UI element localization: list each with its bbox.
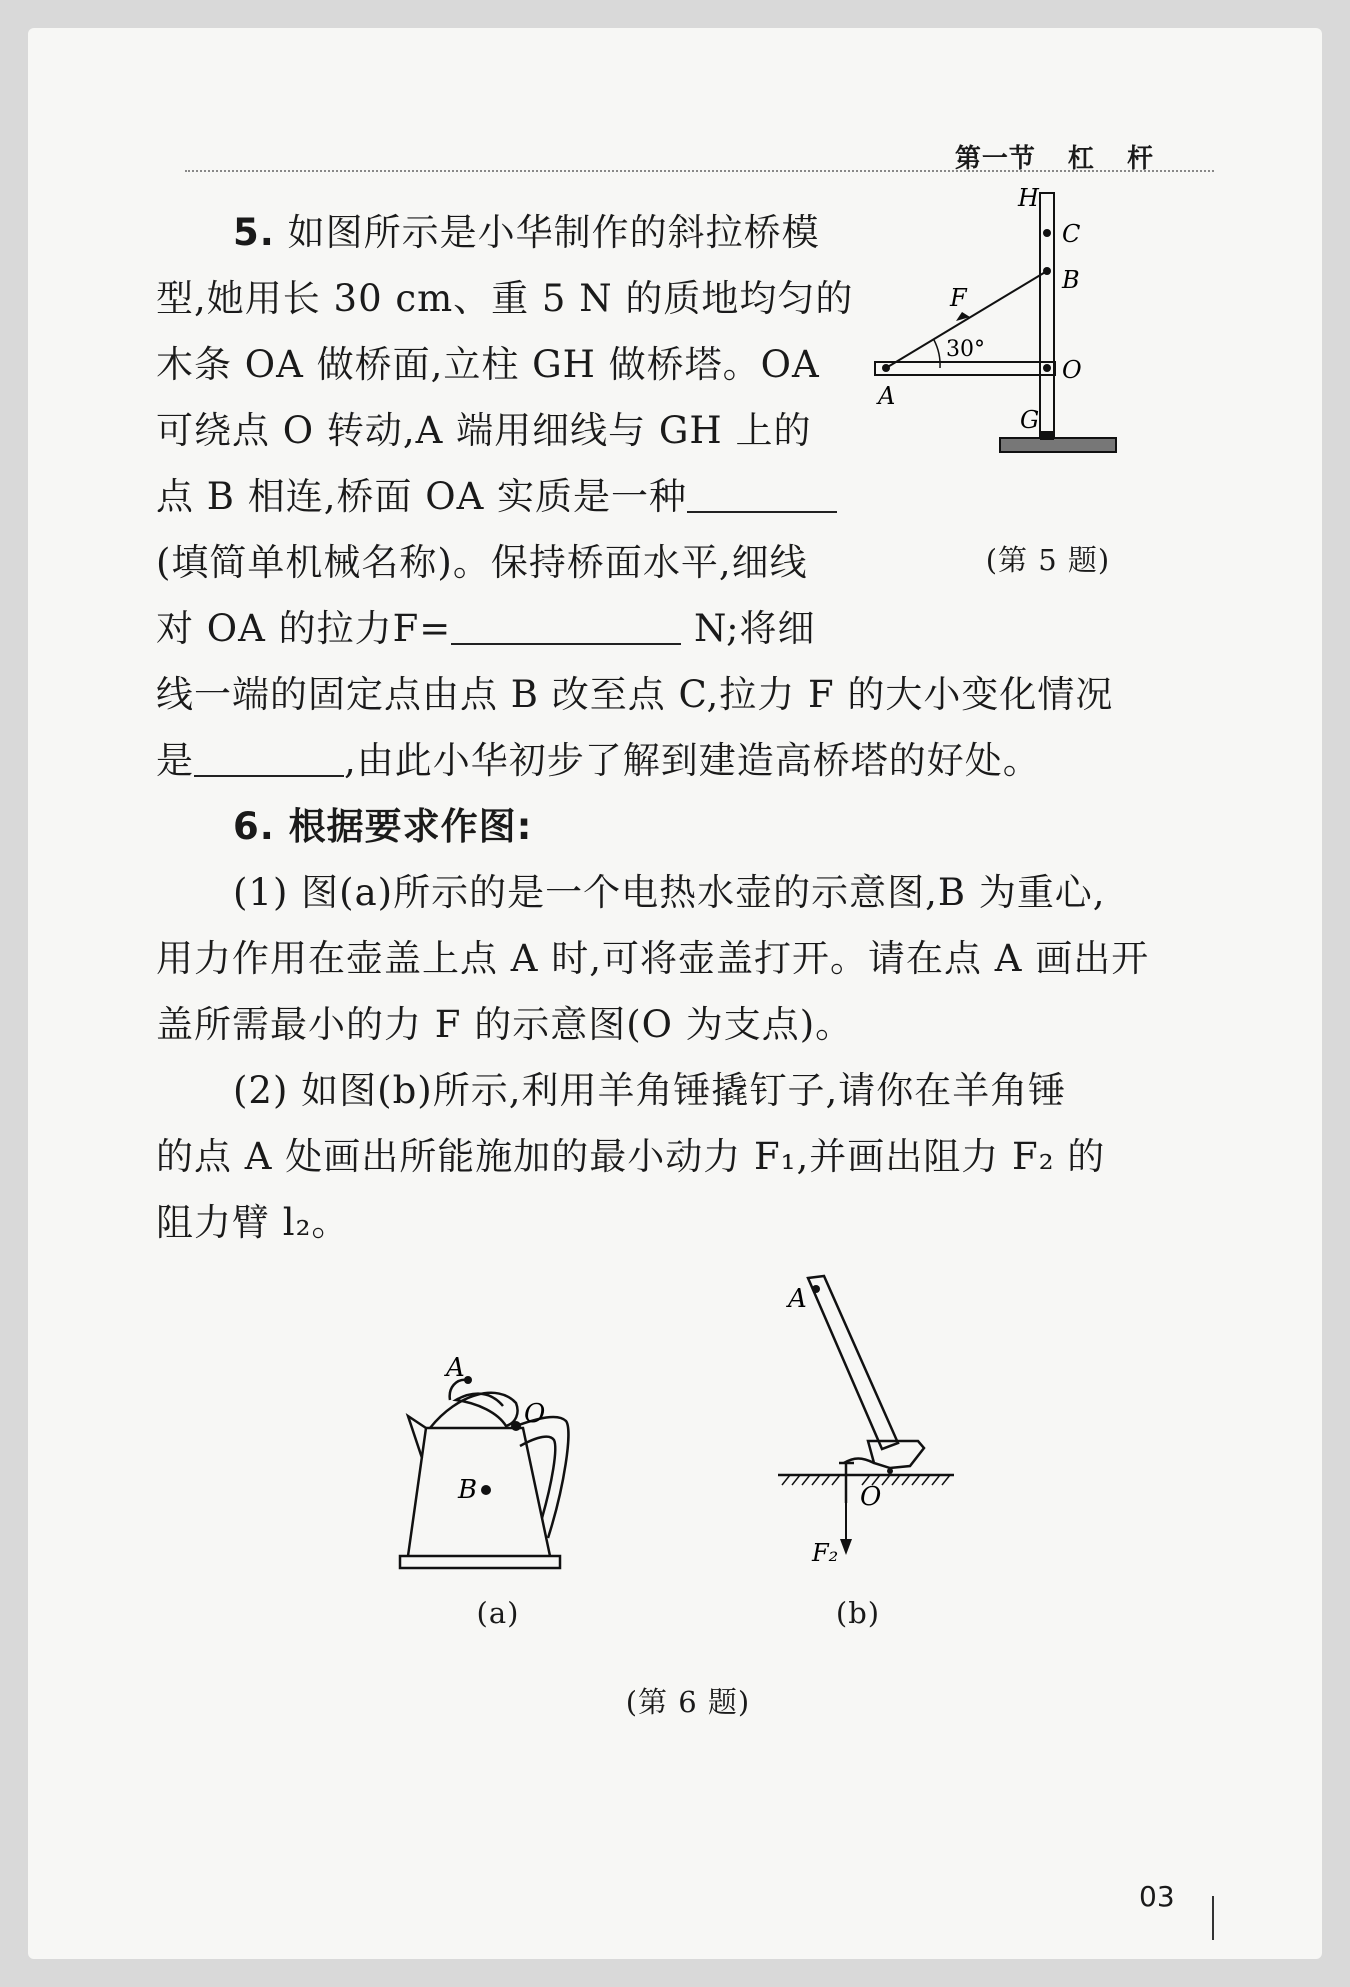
fig-a-caption: (a) <box>476 1596 520 1630</box>
q5-line1 <box>233 200 820 266</box>
q5-line1-text: 如图所示是小华制作的斜拉桥模 <box>287 211 820 254</box>
q6-hammer-figure <box>768 1273 988 1583</box>
title-char-1: 杠 <box>1067 144 1095 174</box>
label-g: G <box>1020 406 1040 434</box>
kettle-label-o: O <box>524 1399 546 1429</box>
q6-caption: (第 6 题) <box>625 1685 751 1719</box>
q6-p1a: (1) 图(a)所示的是一个电热水壶的示意图,B 为重心, <box>233 871 1106 914</box>
q5-caption: (第 5 题) <box>985 543 1111 577</box>
answer-blank-change[interactable] <box>194 741 344 777</box>
page-number-bar <box>1212 1896 1214 1940</box>
kettle-base <box>400 1556 560 1568</box>
point-b <box>1043 267 1051 275</box>
label-h: H <box>1018 188 1039 212</box>
q5-line3: 木条 OA 做桥面,立柱 GH 做桥塔。OA <box>156 343 820 386</box>
fig-b-caption: (b) <box>835 1596 881 1630</box>
kettle-point-a <box>464 1376 472 1384</box>
hammer-point-o <box>887 1468 893 1474</box>
q5-line7a: 对 OA 的拉力F= <box>156 607 452 650</box>
tower-base <box>1000 438 1116 452</box>
point-c <box>1043 229 1051 237</box>
kettle-label-b: B <box>458 1475 478 1505</box>
q5-line7b: N;将细 <box>694 607 816 650</box>
q6-p2a: (2) 如图(b)所示,利用羊角锤撬钉子,请你在羊角锤 <box>233 1069 1067 1112</box>
q6-p2c: 阻力臂 l₂。 <box>156 1201 350 1244</box>
header-divider <box>185 170 1214 172</box>
hammer-label-o: O <box>860 1482 882 1512</box>
title-char-2: 杆 <box>1126 144 1154 174</box>
q6-p1c: 盖所需最小的力 F 的示意图(O 为支点)。 <box>156 1003 854 1046</box>
page-number: 03 <box>1139 1880 1175 1913</box>
point-o <box>1043 364 1051 372</box>
kettle-label-a: A <box>446 1353 465 1383</box>
kettle-body <box>408 1428 550 1556</box>
q6-p2b: 的点 A 处画出所能施加的最小动力 F₁,并画出阻力 F₂ 的 <box>156 1135 1106 1178</box>
hammer-label-f2: F₂ <box>812 1539 839 1567</box>
label-f: F <box>950 284 967 312</box>
point-a <box>882 364 890 372</box>
q5-number: 5. <box>233 211 275 254</box>
label-angle: 30° <box>946 337 985 362</box>
label-b: B <box>1062 266 1080 294</box>
q6-line1 <box>233 794 532 860</box>
deck-oa <box>875 362 1055 375</box>
label-a: A <box>878 382 896 410</box>
q5-line6: (填简单机械名称)。保持桥面水平,细线 <box>156 541 808 584</box>
kettle-point-b <box>481 1485 491 1495</box>
label-o: O <box>1062 356 1082 384</box>
q5-line9a: 是 <box>156 739 194 782</box>
q6-kettle-figure <box>388 1318 628 1588</box>
q5-line8: 线一端的固定点由点 B 改至点 C,拉力 F 的大小变化情况 <box>156 673 1114 716</box>
hammer-handle <box>808 1276 898 1449</box>
answer-blank-machine[interactable] <box>687 477 837 513</box>
label-c: C <box>1062 220 1081 248</box>
q5-line9b: ,由此小华初步了解到建造高桥塔的好处。 <box>344 739 1041 782</box>
q5-bridge-figure <box>870 188 1230 498</box>
q5-line9 <box>156 728 1041 794</box>
hammer-point-a <box>812 1285 820 1293</box>
answer-blank-force[interactable] <box>451 609 681 645</box>
q5-line7 <box>156 596 816 662</box>
page <box>28 28 1322 1959</box>
q6-p1b: 用力作用在壶盖上点 A 时,可将壶盖打开。请在点 A 画出开 <box>156 937 1150 980</box>
hammer-label-a: A <box>788 1284 807 1314</box>
q5-line5 <box>156 464 837 530</box>
q6-number-text: 6. 根据要求作图: <box>233 805 533 848</box>
q5-line2: 型,她用长 30 cm、重 5 N 的质地均匀的 <box>156 277 854 320</box>
section-label: 第一节 <box>954 144 1036 174</box>
q5-line4: 可绕点 O 转动,A 端用细线与 GH 上的 <box>156 409 812 452</box>
kettle-point-o <box>511 1421 521 1431</box>
kettle-lid <box>430 1393 518 1428</box>
q5-line5-text: 点 B 相连,桥面 OA 实质是一种 <box>156 475 688 518</box>
